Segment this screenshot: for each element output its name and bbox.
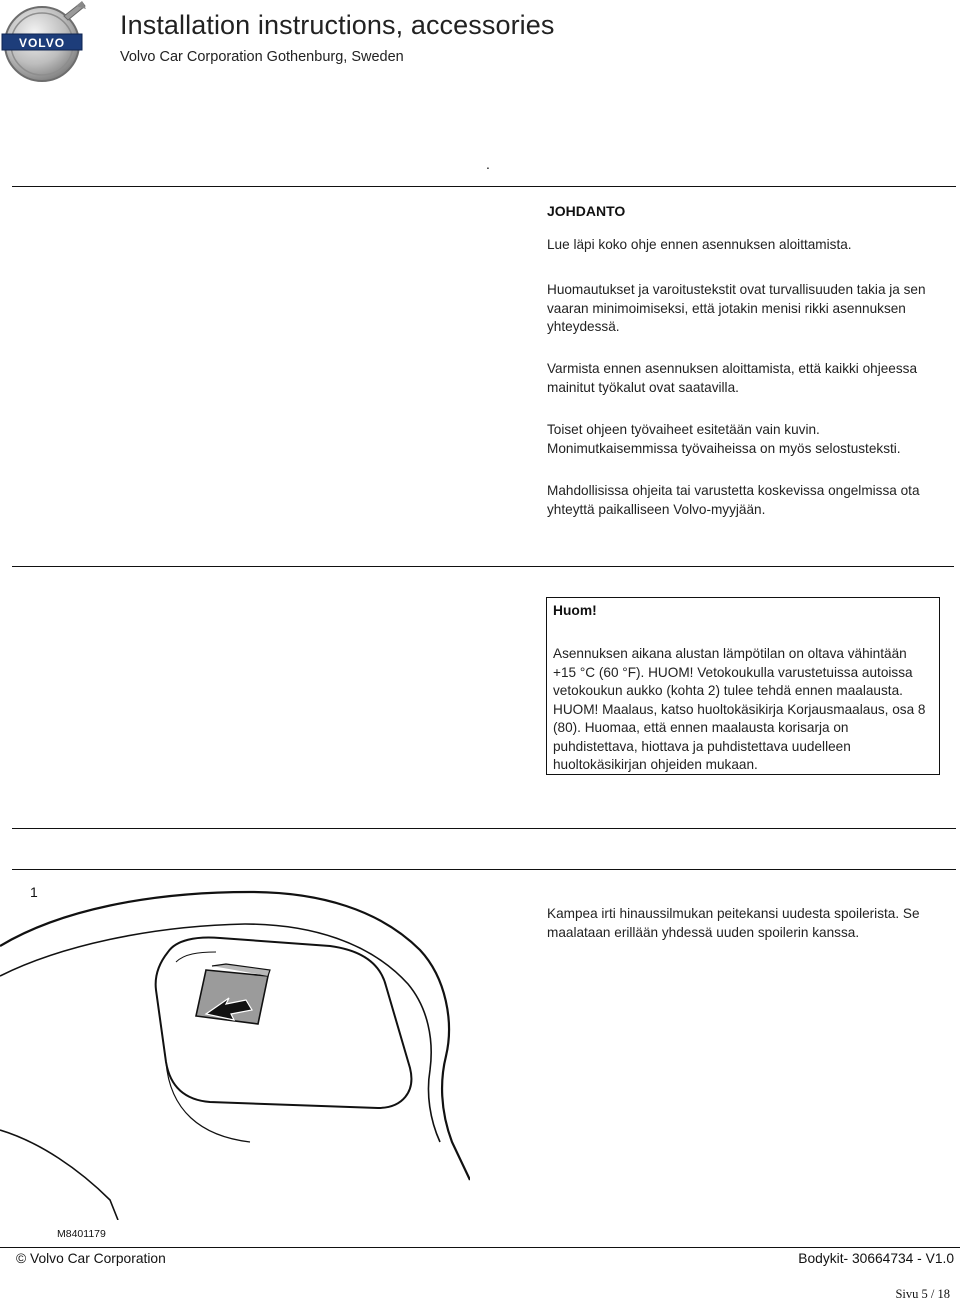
header-divider xyxy=(12,186,956,187)
volvo-emblem-icon xyxy=(0,0,92,86)
intro-heading: JOHDANTO xyxy=(547,203,626,219)
intro-paragraph-3: Varmista ennen asennuksen aloittamista, että kaikki ohjeessa mainitut työkalut ovat saatavilla. xyxy=(547,361,918,395)
spoiler-tow-hook-cover-illustration xyxy=(0,880,470,1220)
note-box xyxy=(546,597,940,775)
figure-code: M8401179 xyxy=(57,1228,106,1240)
footer-doc-id: Bodykit- 30664734 - V1.0 xyxy=(798,1251,954,1266)
svg-text:VOLVO: VOLVO xyxy=(18,36,66,50)
intro-paragraph-4: Toiset ohjeen työvaiheet esitetään vain kuvin. Monimutkaisemmissa työvaiheissa on myös selostusteksti. xyxy=(547,422,901,456)
footer-page-number: Sivu 5 / 18 xyxy=(895,1287,950,1301)
note-heading: Huom! xyxy=(553,603,597,618)
document-title: Installation instructions, accessories xyxy=(120,10,555,40)
intro-paragraph-1: Lue läpi koko ohje ennen asennuksen aloittamista. xyxy=(547,237,852,252)
note-divider-bottom xyxy=(12,869,956,870)
note-divider-top xyxy=(12,828,956,829)
intro-paragraph-5: Mahdollisissa ohjeita tai varustetta koskevissa ongelmissa ota yhteyttä paikalliseen Volvo-myyjään. xyxy=(547,483,920,517)
document-subtitle: Volvo Car Corporation Gothenburg, Sweden xyxy=(120,49,404,65)
footer-copyright: © Volvo Car Corporation xyxy=(16,1251,166,1266)
footer-divider xyxy=(0,1247,960,1248)
note-text: Asennuksen aikana alustan lämpötilan on oltava vähintään +15 °C (60 °F). HUOM! Vetokoukulla varustetuissa autoissa vetokoukun aukko (kohta 2) tulee tehdä ennen maalausta. HUOM! Maalaus, katso huoltokäsikirja Korjausmaalaus, osa 8 (80). Huomaa, että ennen maalausta korisarja on puhdistettava, hiottava ja puhdistettava uudelleen huoltokäsikirjan ohjeiden mukaan. xyxy=(553,646,926,772)
step-illustration xyxy=(0,880,470,1220)
volvo-logo xyxy=(0,0,92,86)
intro-divider xyxy=(12,566,954,567)
step-number: 1 xyxy=(30,884,38,900)
step-text: Kampea irti hinaussilmukan peitekansi uudesta spoilerista. Se maalataan erillään yhdessä uuden spoilerin kanssa. xyxy=(547,906,920,940)
header-mark: . xyxy=(486,156,490,172)
intro-paragraph-2: Huomautukset ja varoitustekstit ovat turvallisuuden takia ja sen vaaran minimoimiseksi, että jotakin menisi rikki asennuksen yhteydessä. xyxy=(547,282,926,334)
